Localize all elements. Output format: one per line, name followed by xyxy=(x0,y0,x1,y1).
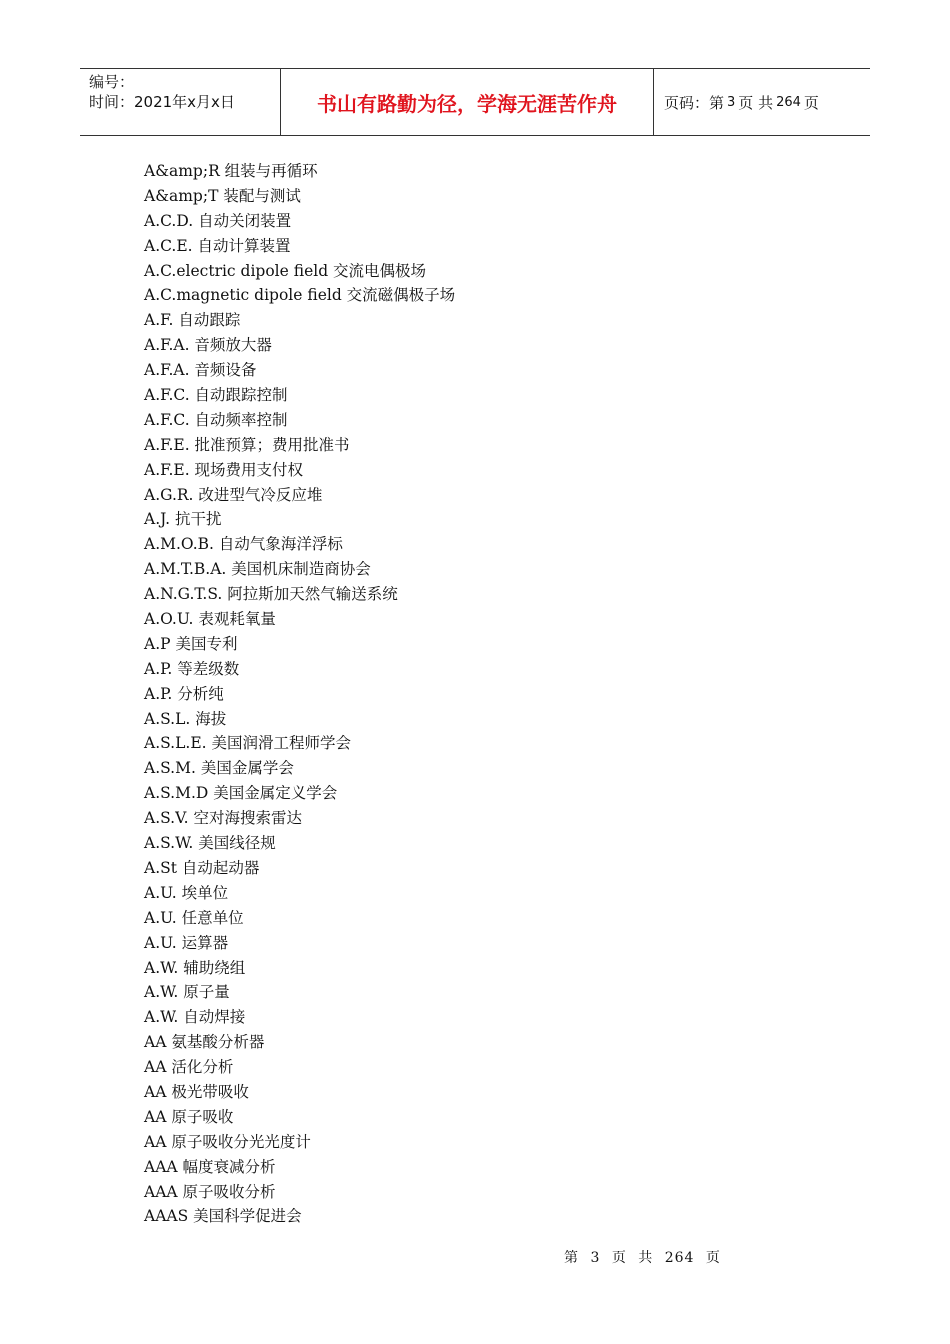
document-date: 时间：2021年x月x日 xyxy=(89,93,235,111)
glossary-entry: A.St 自动起动器 xyxy=(144,858,260,877)
glossary-entry: A.F.E. 现场费用支付权 xyxy=(144,460,304,479)
glossary-entry: A&amp;R 组装与再循环 xyxy=(144,162,318,180)
glossary-entry: A.F. 自动跟踪 xyxy=(144,311,241,330)
glossary-entry: A.P 美国专利 xyxy=(144,634,238,653)
glossary-entry: A.M.O.B. 自动气象海洋浮标 xyxy=(144,535,343,554)
glossary-entry: A&amp;T 装配与测试 xyxy=(144,186,301,205)
glossary-entry: A.S.L.E. 美国润滑工程师学会 xyxy=(144,734,352,753)
glossary-entry: AA 极光带吸收 xyxy=(144,1082,249,1101)
header-table xyxy=(80,68,870,136)
glossary-entry: A.F.A. 音频设备 xyxy=(144,361,257,380)
glossary-list xyxy=(144,159,455,1229)
glossary-entry: AAA 幅度衰减分析 xyxy=(144,1157,276,1176)
glossary-entry: A.M.T.B.A. 美国机床制造商协会 xyxy=(144,560,371,579)
page-mid: 页 共 xyxy=(738,93,774,112)
glossary-entry: A.J. 抗干扰 xyxy=(144,510,222,529)
glossary-entry: AA 活化分析 xyxy=(144,1058,234,1077)
footer-ye-end: 页 xyxy=(705,1250,721,1266)
header-meta-cell xyxy=(80,69,281,135)
motto-text: 书山有路勤为径，学海无涯苦作舟 xyxy=(317,91,617,116)
glossary-entry: A.F.A. 音频放大器 xyxy=(144,336,272,355)
glossary-entry: A.F.C. 自动频率控制 xyxy=(144,410,288,429)
page-footer xyxy=(564,1247,727,1267)
glossary-entry: A.C.electric dipole field 交流电偶极场 xyxy=(144,261,427,280)
document-number-label: 编号： xyxy=(89,73,135,91)
glossary-entry: A.C.E. 自动计算装置 xyxy=(144,236,291,255)
glossary-entry: A.S.W. 美国线径规 xyxy=(144,834,276,853)
glossary-entry: AA 原子吸收 xyxy=(144,1107,234,1126)
glossary-entry: A.F.C. 自动跟踪控制 xyxy=(144,386,288,405)
glossary-entry: A.C.D. 自动关闭装置 xyxy=(144,211,292,230)
page-current: 3 xyxy=(727,94,736,110)
glossary-entry: A.U. 任意单位 xyxy=(144,908,244,927)
glossary-entry: A.S.M.D 美国金属定义学会 xyxy=(144,784,338,803)
glossary-entry: A.W. 原子量 xyxy=(144,983,230,1002)
glossary-entry: A.N.G.T.S. 阿拉斯加天然气输送系统 xyxy=(144,585,398,604)
glossary-entry: A.W. 辅助绕组 xyxy=(144,958,246,977)
glossary-entry: A.W. 自动焊接 xyxy=(144,1008,246,1027)
glossary-entry: A.U. 埃单位 xyxy=(144,883,229,902)
glossary-entry: A.F.E. 批准预算；费用批准书 xyxy=(144,435,350,454)
header-page-cell xyxy=(654,69,870,135)
glossary-entry: A.S.L. 海拔 xyxy=(144,709,227,728)
glossary-entry: AAA 原子吸收分析 xyxy=(144,1182,276,1201)
glossary-entry: AA 原子吸收分光光度计 xyxy=(144,1132,311,1151)
page-suffix: 页 xyxy=(803,93,819,112)
glossary-entry: A.G.R. 改进型气冷反应堆 xyxy=(144,485,323,504)
footer-total-pages: 264 xyxy=(664,1250,695,1266)
footer-current-page: 3 xyxy=(590,1250,601,1266)
page-total: 264 xyxy=(776,94,801,110)
glossary-entry: A.S.V. 空对海搜索雷达 xyxy=(144,809,302,828)
glossary-entry: A.U. 运算器 xyxy=(144,933,229,952)
footer-di: 第 xyxy=(564,1250,579,1266)
glossary-entry: A.P. 分析纯 xyxy=(144,684,224,703)
glossary-entry: A.S.M. 美国金属学会 xyxy=(144,759,294,778)
header-motto-cell xyxy=(281,69,654,135)
glossary-entry: A.C.magnetic dipole field 交流磁偶极子场 xyxy=(144,286,456,305)
glossary-entry: A.O.U. 表观耗氧量 xyxy=(144,610,276,629)
footer-gong: 共 xyxy=(638,1250,654,1266)
glossary-entry: A.P. 等差级数 xyxy=(144,659,240,678)
glossary-entry: AAAS 美国科学促进会 xyxy=(144,1207,302,1226)
footer-ye: 页 xyxy=(611,1250,627,1266)
glossary-entry: AA 氨基酸分析器 xyxy=(144,1033,265,1052)
page-prefix: 页码：第 xyxy=(664,93,725,112)
